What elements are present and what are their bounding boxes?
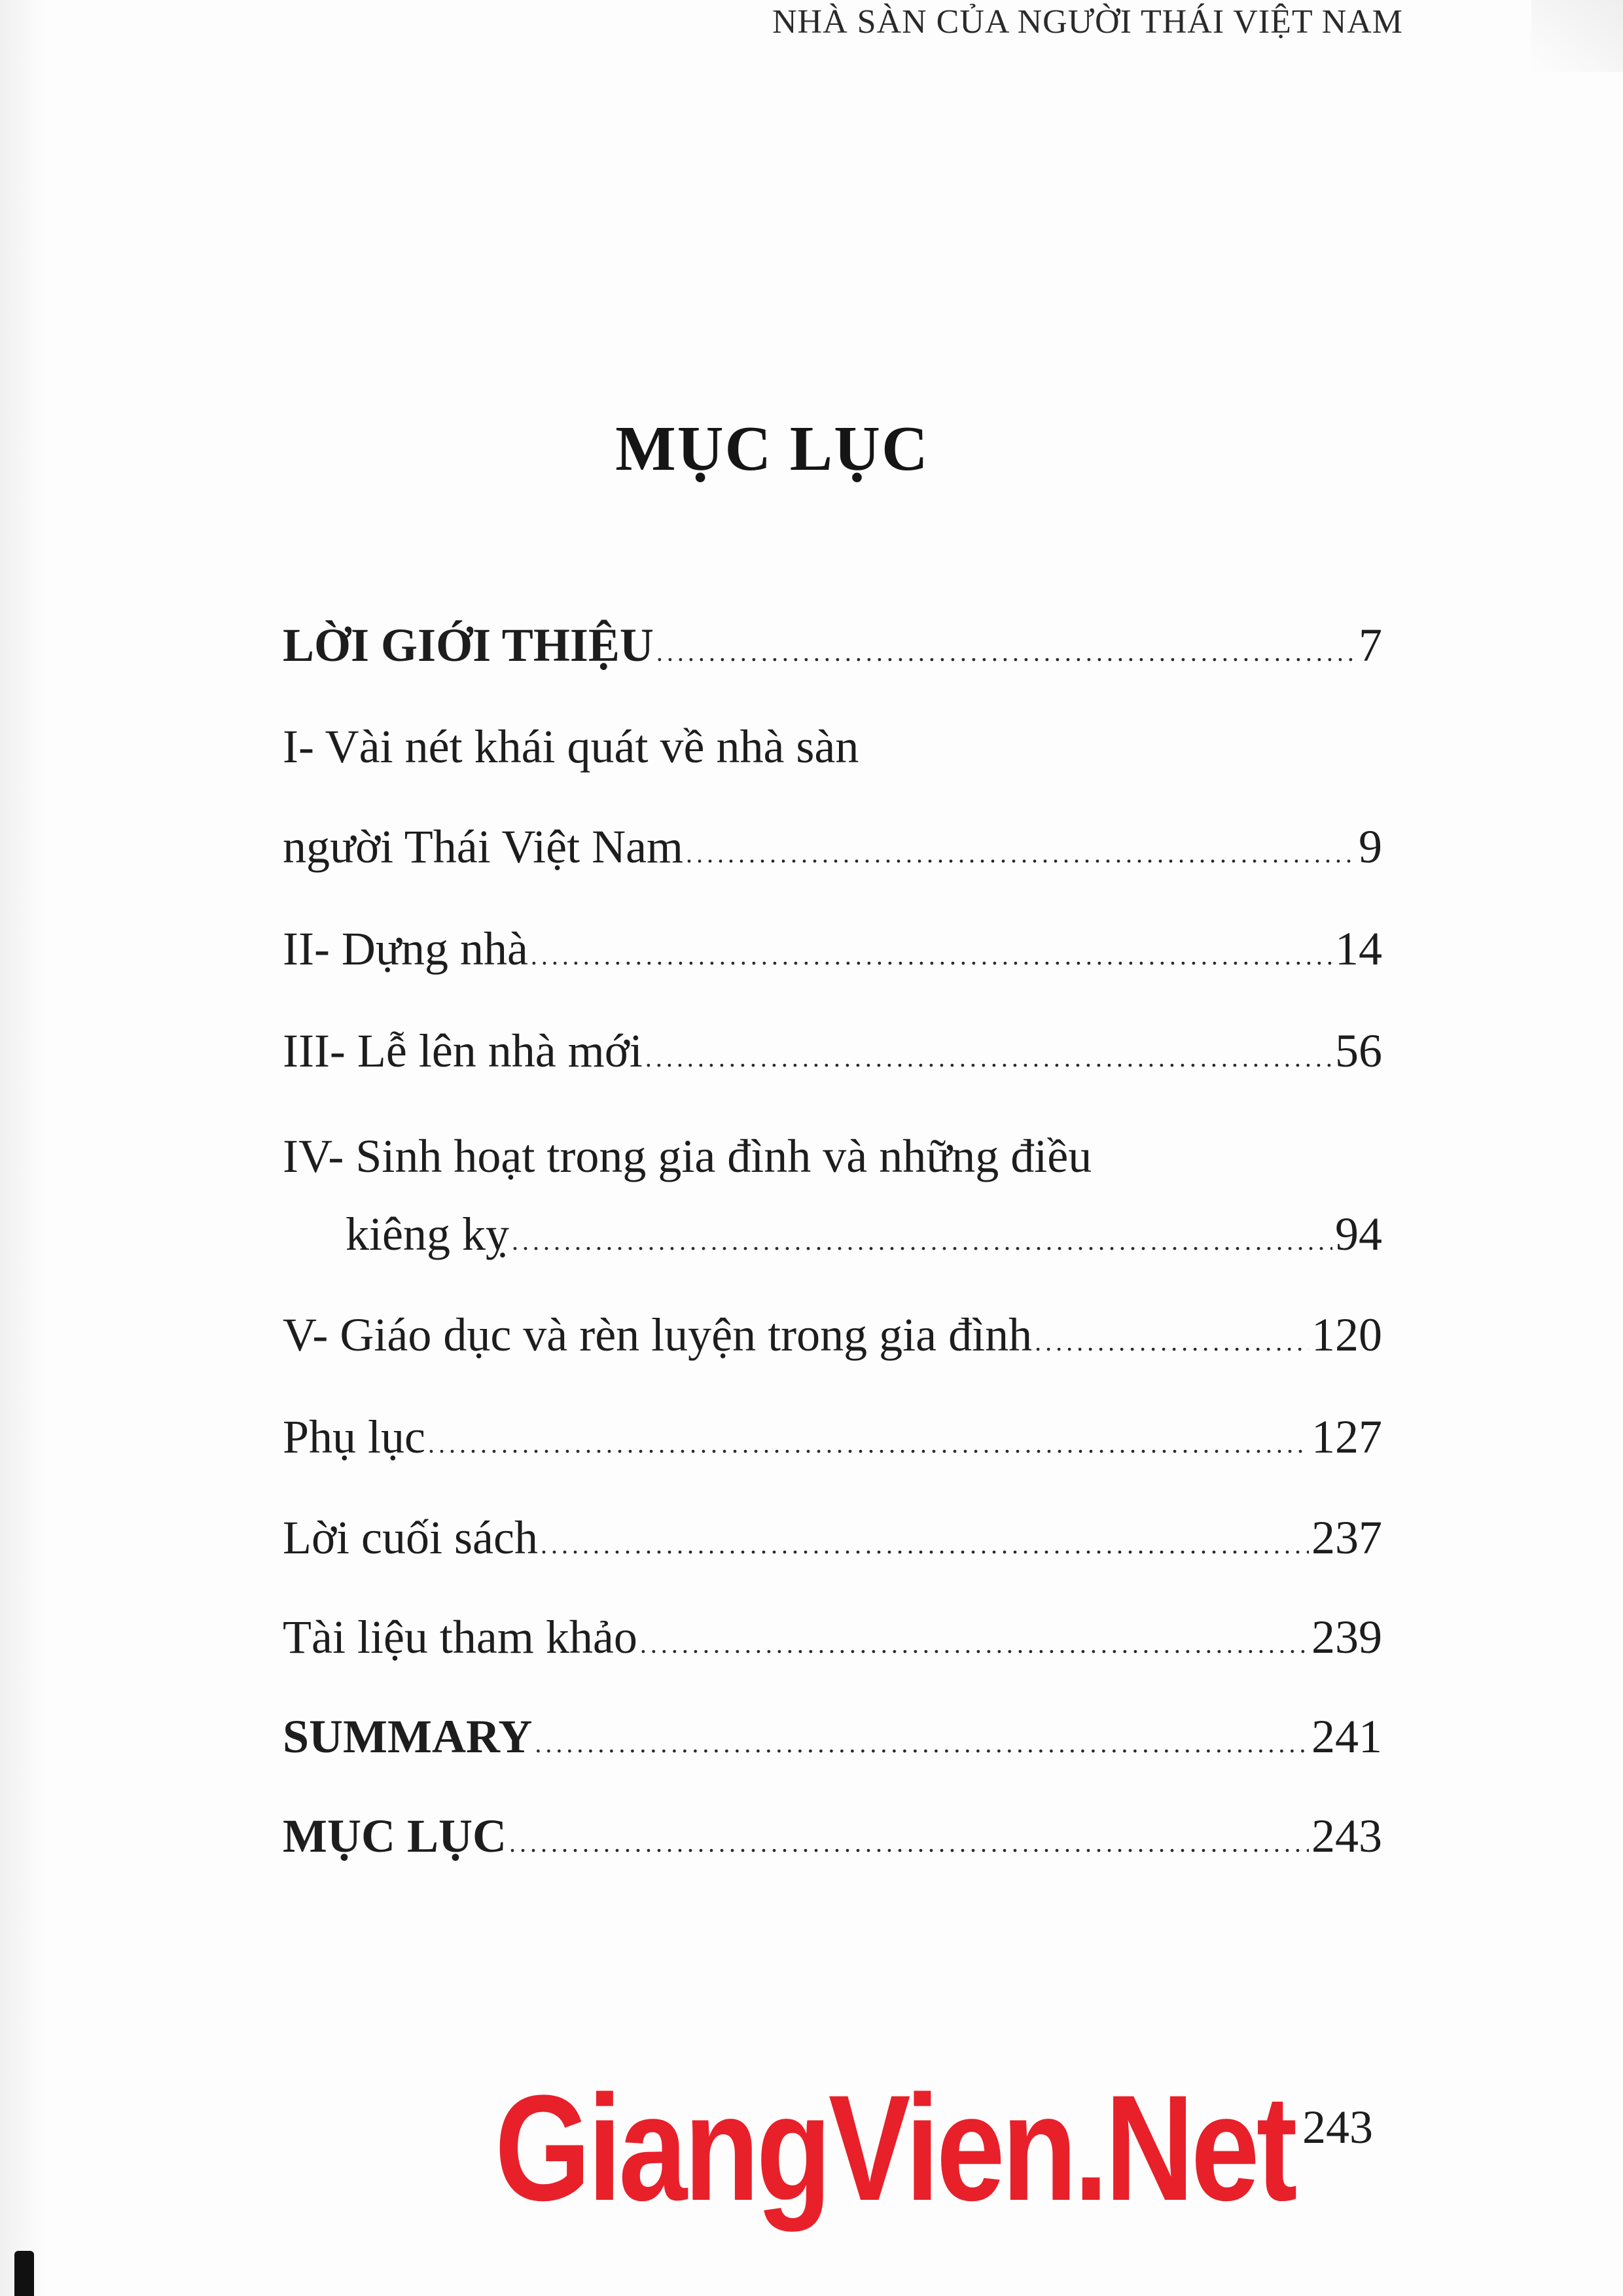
toc-entry-phu-luc[interactable] xyxy=(283,1411,1382,1463)
running-header: NHÀ SÀN CỦA NGƯỜI THÁI VIỆT NAM xyxy=(772,3,1404,41)
toc-entry-page: 7 xyxy=(1359,619,1382,671)
toc-entry-dung-nha[interactable] xyxy=(283,923,1382,975)
dot-leader xyxy=(535,1713,1309,1760)
dot-leader xyxy=(1035,1311,1309,1358)
toc-entry-iv-continuation[interactable] xyxy=(283,1210,1382,1258)
dot-leader xyxy=(645,1027,1332,1074)
toc-entry-label[interactable]: IV- Sinh hoạt trong gia đình và những điều xyxy=(283,1130,1092,1182)
scan-edge-shadow xyxy=(0,0,46,2296)
toc-entry-page: 243 xyxy=(1311,1810,1382,1862)
toc-entry-label: MỤC LỤC xyxy=(283,1810,507,1862)
toc-entry-page: 14 xyxy=(1335,923,1382,975)
dot-leader xyxy=(686,823,1356,870)
toc-entry-label: LỜI GIỚI THIỆU xyxy=(283,619,654,671)
toc-entry-label: Phụ lục xyxy=(283,1411,426,1463)
toc-entry-page: 120 xyxy=(1311,1309,1382,1361)
toc-entry-le-len-nha-moi[interactable] xyxy=(283,1025,1382,1077)
toc-entry-giao-duc[interactable] xyxy=(283,1309,1382,1361)
scan-corner-shadow xyxy=(1531,0,1623,72)
watermark-logo: GiangVien.Net xyxy=(495,2064,1294,2232)
toc-entry-muc-luc[interactable] xyxy=(283,1812,1382,1860)
dot-leader xyxy=(640,1614,1309,1661)
toc-entry-page: 237 xyxy=(1311,1511,1382,1564)
toc-entry-label: SUMMARY xyxy=(283,1710,533,1763)
toc-entry-summary[interactable] xyxy=(283,1710,1382,1763)
toc-entry-label: kiêng kỵ xyxy=(346,1208,509,1260)
toc-entry-label[interactable]: I- Vài nét khái quát về nhà sàn xyxy=(283,720,859,773)
toc-entry-loi-cuoi-sach[interactable] xyxy=(283,1511,1382,1564)
dot-leader xyxy=(531,925,1332,972)
toc-entry-page: 239 xyxy=(1311,1611,1382,1663)
toc-entry-page: 9 xyxy=(1359,821,1382,873)
dot-leader xyxy=(428,1413,1309,1460)
toc-entry-label: Tài liệu tham khảo xyxy=(283,1611,637,1663)
toc-entry-page: 241 xyxy=(1311,1710,1382,1763)
dot-leader xyxy=(656,622,1356,669)
toc-entry-page: 94 xyxy=(1335,1208,1382,1260)
toc-entry-loi-gioi-thieu[interactable] xyxy=(283,619,1382,671)
dot-leader xyxy=(512,1210,1332,1258)
toc-entry-page: 127 xyxy=(1311,1411,1382,1463)
toc-entry-label: người Thái Việt Nam xyxy=(283,821,684,873)
scan-corner-mark xyxy=(14,2251,34,2296)
dot-leader xyxy=(541,1514,1309,1561)
toc-entry-label: V- Giáo dục và rèn luyện trong gia đình xyxy=(283,1309,1033,1361)
toc-entry-page: 56 xyxy=(1335,1025,1382,1077)
toc-entry-label: II- Dựng nhà xyxy=(283,923,528,975)
page-title: MỤC LỤC xyxy=(615,414,929,484)
dot-leader xyxy=(509,1812,1309,1860)
toc-entry-i-continuation[interactable] xyxy=(283,821,1382,873)
page-number: 243 xyxy=(1302,2101,1373,2153)
toc-entry-label: III- Lễ lên nhà mới xyxy=(283,1025,643,1077)
toc-entry-label: Lời cuối sách xyxy=(283,1511,538,1564)
toc-entry-tai-lieu[interactable] xyxy=(283,1611,1382,1663)
